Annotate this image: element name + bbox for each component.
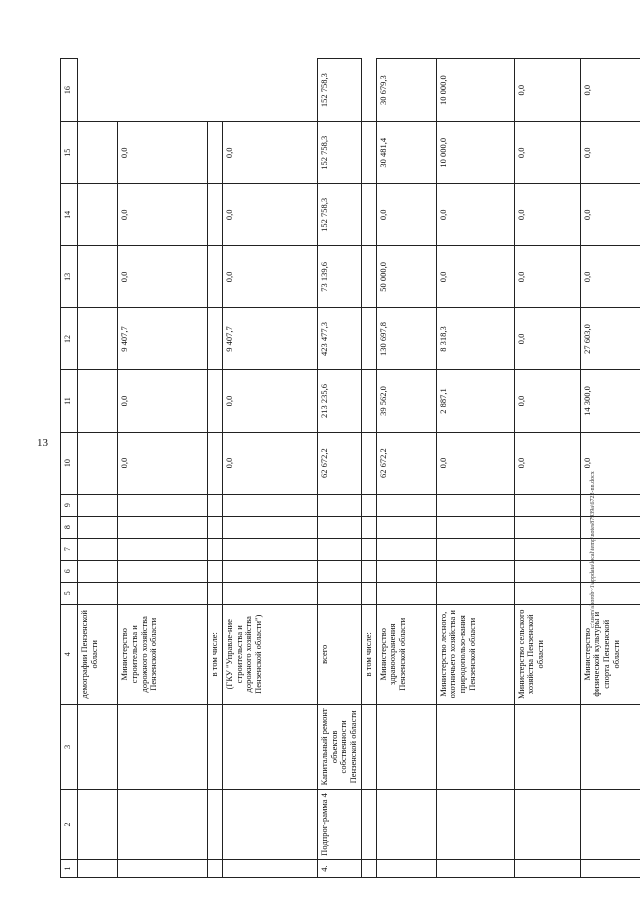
value-cell: 62 672,2 xyxy=(376,432,436,494)
value-cell: 0,0 xyxy=(376,184,436,246)
header-cell: 2 xyxy=(61,789,78,859)
value-cell xyxy=(78,516,118,538)
page-number: 13 xyxy=(37,437,48,449)
table-row xyxy=(580,59,640,878)
event-cell: Капитальный ремонт объектов собственности Пензенской области xyxy=(317,704,361,789)
header-cell: 13 xyxy=(61,246,78,308)
value-cell xyxy=(78,582,118,604)
value-cell: 0,0 xyxy=(118,432,208,494)
value-cell xyxy=(514,560,580,582)
value-cell: 30 481,4 xyxy=(376,122,436,184)
value-cell xyxy=(376,516,436,538)
value-cell xyxy=(361,122,376,184)
value-cell: 0,0 xyxy=(436,246,514,308)
value-cell: 423 477,3 xyxy=(317,308,361,370)
value-cell xyxy=(361,246,376,308)
executor-cell: всего xyxy=(317,604,361,704)
table-row xyxy=(118,59,208,878)
value-cell xyxy=(208,122,223,184)
value-cell xyxy=(78,184,118,246)
executor-cell: Министерство сельского хозяйства Пензенской области xyxy=(514,604,580,704)
value-cell: 14 300,0 xyxy=(580,370,640,432)
subprogram-cell xyxy=(436,789,514,859)
value-cell: 27 603,0 xyxy=(580,308,640,370)
value-cell xyxy=(514,516,580,538)
value-cell: 0,0 xyxy=(514,370,580,432)
row-number-cell xyxy=(436,859,514,877)
footer-file-path: c:\users\shorob~1\appdata\local\temp\notes87939a\6722-nn.docx xyxy=(590,471,596,628)
header-cell: 16 xyxy=(61,59,78,122)
value-cell xyxy=(118,560,208,582)
value-cell: 0,0 xyxy=(514,246,580,308)
subprogram-cell xyxy=(208,789,223,859)
value-cell xyxy=(317,494,361,516)
value-cell xyxy=(208,538,223,560)
subprogram-cell xyxy=(376,789,436,859)
executor-cell: демографии Пензенской области xyxy=(78,604,118,704)
value-cell xyxy=(78,370,118,432)
row-number-cell xyxy=(118,859,208,877)
subprogram-cell xyxy=(361,789,376,859)
value-cell xyxy=(436,494,514,516)
value-cell xyxy=(78,308,118,370)
value-cell: 0,0 xyxy=(222,246,317,308)
value-cell: 0,0 xyxy=(436,432,514,494)
value-cell: 0,0 xyxy=(118,122,208,184)
value-cell: 10 000,0 xyxy=(436,59,514,122)
value-cell xyxy=(208,184,223,246)
event-cell xyxy=(514,704,580,789)
table-row xyxy=(222,59,317,878)
value-cell xyxy=(208,432,223,494)
table-row xyxy=(376,59,436,878)
value-cell xyxy=(78,122,118,184)
table-row xyxy=(361,59,376,878)
event-cell xyxy=(208,704,223,789)
value-cell xyxy=(376,560,436,582)
header-cell: 14 xyxy=(61,184,78,246)
value-cell: 0,0 xyxy=(514,308,580,370)
value-cell: 0,0 xyxy=(580,246,640,308)
value-cell xyxy=(436,538,514,560)
value-cell xyxy=(208,582,223,604)
event-cell xyxy=(376,704,436,789)
value-cell xyxy=(208,560,223,582)
value-cell xyxy=(361,370,376,432)
header-cell: 10 xyxy=(61,432,78,494)
value-cell xyxy=(361,538,376,560)
header-cell: 5 xyxy=(61,582,78,604)
value-cell: 9 407,7 xyxy=(222,308,317,370)
value-cell xyxy=(222,538,317,560)
value-cell xyxy=(78,494,118,516)
event-cell xyxy=(118,704,208,789)
value-cell: 0,0 xyxy=(580,432,640,494)
value-cell xyxy=(376,582,436,604)
event-cell xyxy=(222,704,317,789)
value-cell xyxy=(78,538,118,560)
header-cell: 9 xyxy=(61,494,78,516)
value-cell: 0,0 xyxy=(118,184,208,246)
table-row xyxy=(78,59,118,878)
value-cell xyxy=(222,582,317,604)
header-cell: 6 xyxy=(61,560,78,582)
value-cell xyxy=(436,560,514,582)
executor-cell: (ГКУ "Управле-ние строительства и дорожного хозяйства Пензенской области") xyxy=(222,604,317,704)
value-cell xyxy=(222,494,317,516)
value-cell xyxy=(376,494,436,516)
row-number-cell xyxy=(361,859,376,877)
executor-cell: в том числе: xyxy=(361,604,376,704)
row-number-cell xyxy=(514,859,580,877)
subprogram-cell xyxy=(118,789,208,859)
value-cell: 0,0 xyxy=(222,432,317,494)
value-cell xyxy=(78,432,118,494)
header-cell: 15 xyxy=(61,122,78,184)
value-cell xyxy=(118,516,208,538)
value-cell: 0,0 xyxy=(436,184,514,246)
row-number-cell xyxy=(78,859,118,877)
header-cell: 3 xyxy=(61,704,78,789)
value-cell: 0,0 xyxy=(580,59,640,122)
value-cell: 2 887,1 xyxy=(436,370,514,432)
value-cell xyxy=(118,582,208,604)
value-cell xyxy=(317,516,361,538)
value-cell xyxy=(317,560,361,582)
executor-cell: Министерство строительства и дорожного хозяйства Пензенской области xyxy=(118,604,208,704)
event-cell xyxy=(580,704,640,789)
executor-cell: в том числе: xyxy=(208,604,223,704)
value-cell xyxy=(222,560,317,582)
value-cell xyxy=(317,582,361,604)
value-cell xyxy=(208,516,223,538)
value-cell xyxy=(361,308,376,370)
value-cell xyxy=(376,538,436,560)
value-cell: 73 139,6 xyxy=(317,246,361,308)
value-cell: 152 758,3 xyxy=(317,122,361,184)
value-cell: 50 000,0 xyxy=(376,246,436,308)
value-cell: 39 562,0 xyxy=(376,370,436,432)
table-row xyxy=(514,59,580,878)
subprogram-cell xyxy=(222,789,317,859)
value-cell xyxy=(361,494,376,516)
value-cell: 0,0 xyxy=(118,370,208,432)
value-cell xyxy=(118,494,208,516)
value-cell: 0,0 xyxy=(118,246,208,308)
table-body xyxy=(61,59,640,878)
value-cell: 0,0 xyxy=(580,122,640,184)
value-cell: 213 235,6 xyxy=(317,370,361,432)
value-cell: 0,0 xyxy=(222,370,317,432)
event-cell xyxy=(361,704,376,789)
value-cell: 0,0 xyxy=(514,122,580,184)
value-cell: 0,0 xyxy=(514,184,580,246)
value-cell xyxy=(78,560,118,582)
value-cell xyxy=(436,516,514,538)
value-cell: 0,0 xyxy=(222,122,317,184)
value-cell xyxy=(222,516,317,538)
value-cell xyxy=(208,308,223,370)
event-cell xyxy=(78,704,118,789)
table-row xyxy=(208,59,223,878)
header-cell: 12 xyxy=(61,308,78,370)
value-cell: 152 758,3 xyxy=(317,184,361,246)
value-cell: 0,0 xyxy=(222,184,317,246)
executor-cell: Министерство лесного, охотничьего хозяйства и природопользо-вания Пензенской области xyxy=(436,604,514,704)
value-cell xyxy=(361,582,376,604)
row-number-cell xyxy=(376,859,436,877)
value-cell: 130 697,8 xyxy=(376,308,436,370)
value-cell xyxy=(208,370,223,432)
value-cell xyxy=(514,538,580,560)
subprogram-cell: Подпрог-рамма 4 xyxy=(317,789,361,859)
value-cell xyxy=(514,494,580,516)
subprogram-cell xyxy=(78,789,118,859)
header-cell: 7 xyxy=(61,538,78,560)
value-cell: 8 318,3 xyxy=(436,308,514,370)
value-cell: 0,0 xyxy=(514,432,580,494)
subprogram-cell xyxy=(514,789,580,859)
row-number-cell xyxy=(222,859,317,877)
value-cell: 0,0 xyxy=(580,184,640,246)
header-cell: 11 xyxy=(61,370,78,432)
table-row xyxy=(317,59,361,878)
header-cell: 4 xyxy=(61,604,78,704)
row-number-cell xyxy=(208,859,223,877)
value-cell: 62 672,2 xyxy=(317,432,361,494)
value-cell xyxy=(361,516,376,538)
row-number-cell xyxy=(580,859,640,877)
value-cell xyxy=(436,582,514,604)
value-cell xyxy=(208,494,223,516)
budget-table xyxy=(60,58,640,878)
value-cell xyxy=(208,246,223,308)
header-cell: 8 xyxy=(61,516,78,538)
value-cell: 152 758,3 xyxy=(317,59,361,122)
value-cell xyxy=(361,560,376,582)
value-cell: 10 000,0 xyxy=(436,122,514,184)
value-cell: 0,0 xyxy=(514,59,580,122)
value-cell: 9 407,7 xyxy=(118,308,208,370)
header-cell: 1 xyxy=(61,859,78,877)
table-row xyxy=(436,59,514,878)
executor-cell: Министерство физической культуры и спорта Пензенской области xyxy=(580,604,640,704)
value-cell xyxy=(317,538,361,560)
executor-cell: Министерство здравоохранения Пензенской области xyxy=(376,604,436,704)
event-cell xyxy=(436,704,514,789)
value-cell: 30 679,3 xyxy=(376,59,436,122)
value-cell xyxy=(361,184,376,246)
value-cell xyxy=(514,582,580,604)
header-row xyxy=(61,59,78,878)
subprogram-cell xyxy=(580,789,640,859)
value-cell xyxy=(118,538,208,560)
value-cell xyxy=(361,432,376,494)
value-cell xyxy=(78,246,118,308)
row-number-cell: 4. xyxy=(317,859,361,877)
